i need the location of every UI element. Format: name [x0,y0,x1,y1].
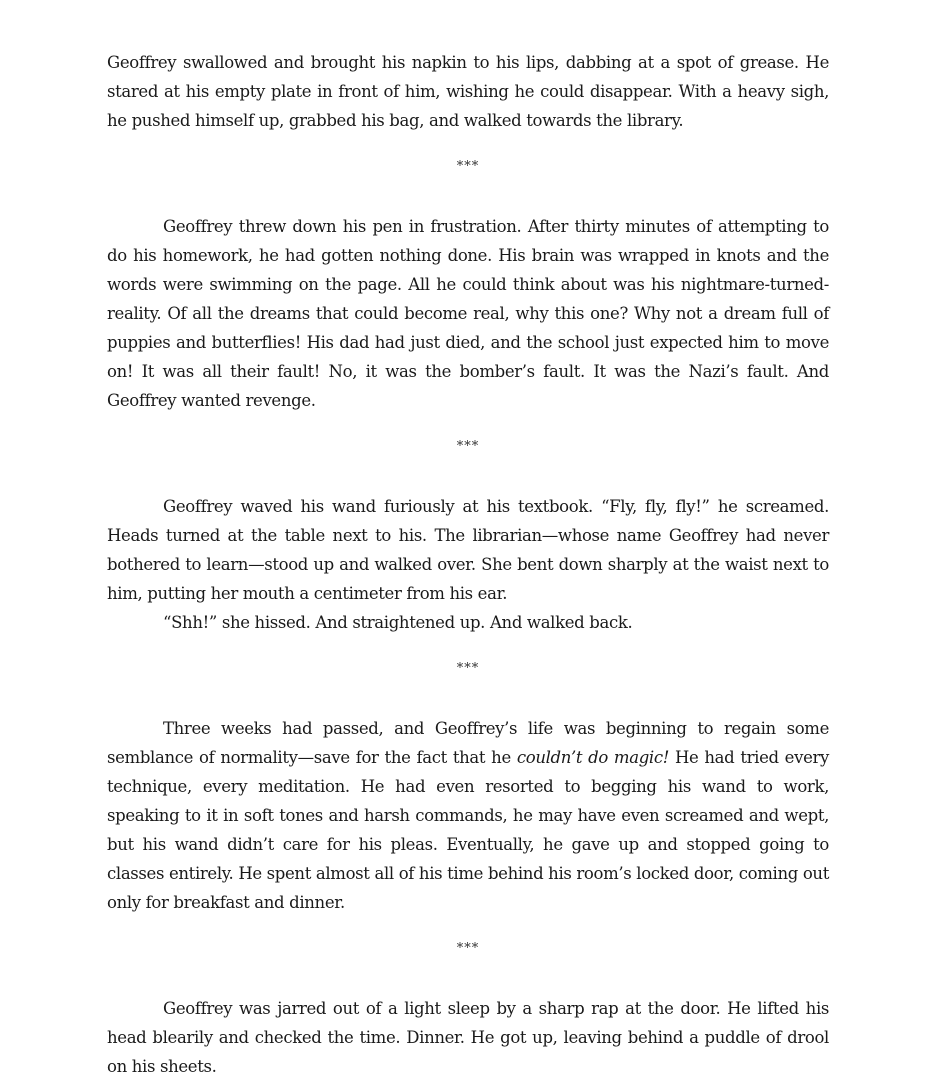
paragraph-three-weeks [107,714,829,917]
section-separator: *** [456,159,480,174]
paragraph-wand-waving: Geoffrey waved his wand furiously at his textbook. “Fly, fly, fly!” he screamed. Heads turned at the table next to his. The librarian—whose name Geoffrey had never bothered to learn—stood up and walked over. She bent down sharply at the waist next to him, putting her mouth a centimeter from his ear. [107,497,829,603]
document-page [107,48,829,1081]
section-separator: *** [456,941,480,956]
paragraph-text-before: Three weeks had passed, and Geoffrey’s life was beginning to regain some semblance of normality—save for the fact that he [107,719,829,767]
section-separator: *** [456,439,480,454]
paragraph-knock-at-door: Geoffrey was jarred out of a light sleep by a sharp rap at the door. He lifted his head blearily and checked the time. Dinner. He got up, leaving behind a puddle of drool on his sheets. [107,999,829,1076]
paragraph-text-emphasis: couldn’t do magic! [516,748,670,767]
paragraph-librarian-shh: “Shh!” she hissed. And straightened up. And walked back. [163,613,633,632]
paragraph-homework-frustration: Geoffrey threw down his pen in frustration. After thirty minutes of attempting to do his homework, he had gotten nothing done. His brain was wrapped in knots and the words were swimming on the page. All he could think about was his nightmare-turned-reality. Of all the dreams that could become real, why this one? Why not a dream full of puppies and butterflies! His dad had just died, and the school just expected him to move on! It was all their fault! No, it was the bomber’s fault. It was the Nazi’s fault. And Geoffrey wanted revenge. [107,217,829,410]
paragraph-text-after: He had tried every technique, every meditation. He had even resorted to begging his wand to work, speaking to it in soft tones and harsh commands, he may have even screamed and wept, but his wand didn’t care for his pleas. Eventually, he gave up and stopped going to classes entirely. He spent almost all of his time behind his room’s locked door, coming out only for breakfast and dinner. [107,748,829,912]
paragraph-dinner-hall: Geoffrey swallowed and brought his napkin to his lips, dabbing at a spot of grease. He stared at his empty plate in front of him, wishing he could disappear. With a heavy sigh, he pushed himself up, grabbed his bag, and walked towards the library. [107,53,829,130]
section-separator: *** [456,661,480,676]
